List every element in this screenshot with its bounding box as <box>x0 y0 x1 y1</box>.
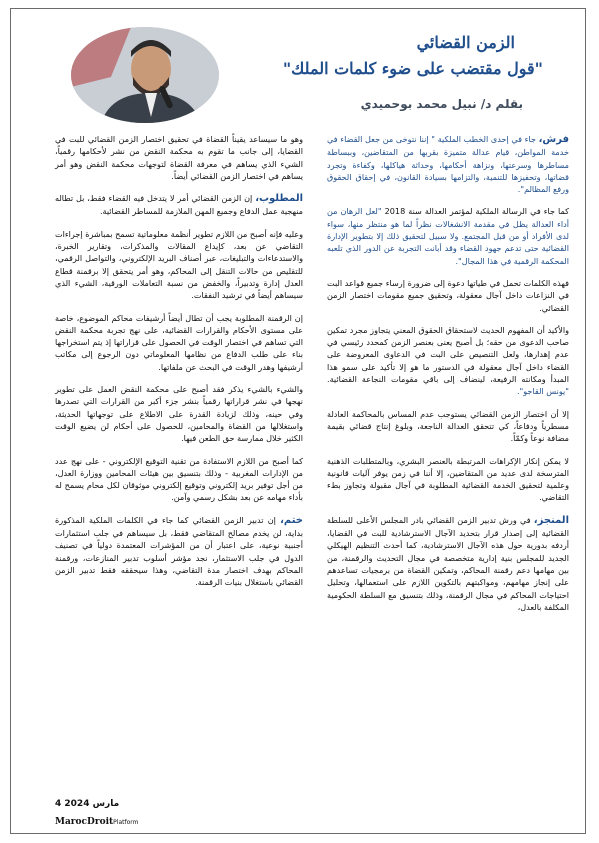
paragraph: والشيء بالشيء يذكر فقد أصبح على محكمة النقض العمل على تطوير نهجها في نشر قراراتها رقمياً بنشر جزء أكبر من القرارات التي تصدرها وفي حينه، وذلك لزيادة القدرة على الاطلاع على توجهاتها الحديثة، واستغلالها من القضاة والمحامين، للحصول على أحكام لن يضيع الوقت الكثير خلال ممارسة حق الطعن فيها. <box>55 384 303 444</box>
left-column <box>55 133 303 599</box>
paragraph <box>55 192 303 218</box>
paragraph: وعليه فإنه أصبح من اللازم تطوير أنظمة معلوماتية تسمح بمباشرة إجراءات التقاضي عن بعد، كإيداع المقالات والمذكرات، وتقارير الخبرة، والاستدعاءات والتبليغات، عبر أصناف البريد الإلكتروني، والتواصل الرقمي، للتقليص من حالات التنقل إلى المحاكم، وهو أمر يتحقق إلا برقمنة قطاع العدل إدارة وتدبيراً، والخفض من نسبة التعاملات الورقية، الشيء الذي سيساهم أيضاً في ترشيد النفقات. <box>55 228 303 301</box>
author-photo <box>71 27 219 123</box>
paragraph-text: كما جاء في الرسالة الملكية لمؤتمر العدالة سنة 2018 <box>384 206 569 217</box>
section-keyword: ختم، <box>280 514 303 526</box>
article-title: الزمن القضائي <box>416 33 515 52</box>
paragraph <box>327 133 569 195</box>
paragraph-text: إن تدبير الزمن القضائي كما جاء في الكلمات الملكية المذكورة بداية، لن يخدم مصالح المتقاضي فقط، بل سيساهم في جلب استثمارات أجنبية نوعية، على اعتبار أن من المؤشرات المعتمدة دولياً في تصنيف الدول في جلب الاستثمار، نجد مؤشر أسلوب تدبير المنازعات، ورقمنة المحاكم بهدف اختصار مدة التقاضي، وهذا سيحققه فقط تدبير الزمن القضائي باستغلال بنيات الرقمنة. <box>55 514 303 588</box>
author-byline: بقلم د/ نبيل محمد بوحميدي <box>360 97 523 111</box>
paragraph <box>327 514 569 613</box>
article-page <box>10 8 586 834</box>
paragraph: وهو ما سيساعد يقيناً القضاة في تحقيق اختصار الزمن القضائي للبت في القضايا، إلى جانب ما تقوم به محكمة النقض من نشر لأحكامها رقمياً، الشيء الذي يساهم في معرفة القضاة لتوجهات محكمة النقض وهو أمر يساهم في اختصار الزمن القضائي أيضاً. <box>55 134 303 181</box>
brand-suffix: Platform <box>113 819 139 826</box>
paragraph-text: إن الزمن القضائي أمر لا يتدخل فيه القضاء فقط، بل تطاله منهجية عمل الدفاع وجميع المهن الملازمة للمساطر القضائية. <box>55 193 303 217</box>
paragraph <box>327 205 569 266</box>
paragraph: كما أصبح من اللازم الاستفادة من تقنية التوقيع الإلكتروني - على نهج عدد من الإدارات المغربية - وذلك بتنسيق بين هيئات المحامين ووزارة العدل، من أجل توفير بريد إلكتروني وتوقيع إلكتروني موثوقان لكل محام يسمح له بأداء مهامه عن بعد بشكل رسمي وآمن. <box>55 455 303 503</box>
paragraph <box>55 514 303 589</box>
author-portrait-image <box>71 27 219 123</box>
paragraph <box>327 324 569 398</box>
paragraph: فهذه الكلمات تحمل في طياتها دعوة إلى ضرورة إرساء جميع قواعد البت في النزاعات داخل آجال معقولة، وتحقيق جميع مقومات اختصار الزمن القضائي. <box>327 277 569 313</box>
paragraph-text: والأكيد أن المفهوم الحديث لاستحقاق الحقوق المعني يتجاوز مجرد تمكين صاحب الدعوى من حقه؛ بل أصبح يعنى بعنصر الزمن كمحدد رئيسي في عدم إهدارها، ولعل التنصيص على البت في الدعاوى المعروضة على القضاء داخل آجال معقولة في الدستور ما هو إلا تأكيد على سمو هذا المبدأ ومكانته الرفيعة، لينضاف إلى باقي مقومات النجاعة القضائية. <box>327 324 569 385</box>
paragraph: لا يمكن إنكار الإكراهات المرتبطة بالعنصر البشري، وبالمتطلبات الذهنية المترسخة لدى عديد من المتقاضين، إلا أننا في زمن يوفر آليات قانونية وعلمية لتحقيق الخدمة القضائية المطلوبة في آجال مقبولة وتجاوز بطء التقاضي. <box>327 455 569 503</box>
brand-name: MarocDroit <box>55 817 114 827</box>
section-keyword: المطلوب، <box>255 193 304 205</box>
paragraph: إلا أن اختصار الزمن القضائي يستوجب عدم المساس بالمحاكمة العادلة مسطرياً ودفاعاً، كي تتحقق العدالة الناجعة، وبلوغ إنتاج قضائي بقيمة مضافة نوعاً وكمّاً. <box>327 408 569 444</box>
paragraph: إن الرقمنة المطلوبة يجب أن تطال أيضاً أرشيفات محاكم الموضوع، خاصة على مستوى الأحكام والقرارات القضائية، على نهج تجربة محكمة النقض التي تساهم في اختصار الوقت في الحصول على قراراتها إذ يتم استخراجها بناء على طلب الدفاع من نظامها المعلوماتي دون الرجوع إلى مكاتب أرشيفها وهدر الوقت في البحث عن ملفاتها. <box>55 312 303 372</box>
royal-quote: جاء في إحدى الخطب الملكية " إننا نتوخى من جعل القضاء في خدمة المواطن، قيام عدالة متميزة بقربها من المتقاضين، وببساطة مساطرها وسرعتها، ونزاهة أحكامها، وحداثة هياكلها، وكفاءة وتجرد قضاتها، وتحفيزها للتنمية، والتزامها بسيادة القانون، في إحقاق الحقوق ورفع المظالم". <box>327 134 569 195</box>
citation: "يونس القاجو". <box>516 386 569 397</box>
section-keyword: فرش، <box>538 134 569 145</box>
article-subtitle: "قول مقتضب على ضوء كلمات الملك" <box>282 59 543 78</box>
publication-date: 4 مارس 2024 <box>55 799 120 809</box>
section-keyword: المنجز، <box>533 514 569 526</box>
paragraph-text: في ورش تدبير الزمن القضائي بادر المجلس الأعلى للسلطة القضائية إلى إصدار قرار بتحديد الآجال الاسترشادية للبت في القضايا، أردفه بدورية حول هذه الآجال الاسترشادية، كما أحدث التنظيم الهيكلي الجديد للمجلس بنية إدارية متخصصة في مجال التحديث والرقمنة، من بين مهامها دعم رقمنة المحاكم، وتمكين القضاة من برمجيات تساعدهم على إنجاز مهامهم، ومواكبتهم بالتكوين اللازم على استعمالها، وتحليل احتياجات المحاكم في مجال الرقمنة، وذلك بتنسيق مع السلطة الحكومية المكلفة بالعدل، <box>327 514 569 612</box>
brand-logo <box>55 817 138 827</box>
right-column <box>327 133 569 623</box>
royal-quote: "لعل الرهان من أداء العدالة يظل في مقدمة الانشغالات نظراً لما هو منتظر منها، سواء لدى الأفراد أو من قبل المجتمع. ولا سبيل لتحقيق ذلك إلا بتطوير الإدارة القضائية حتى تدعم جهود القضاء وقد أبانت التجربة عن الدور الذي تلعبه المحكمة الرقمية في هذا المجال". <box>327 206 569 266</box>
